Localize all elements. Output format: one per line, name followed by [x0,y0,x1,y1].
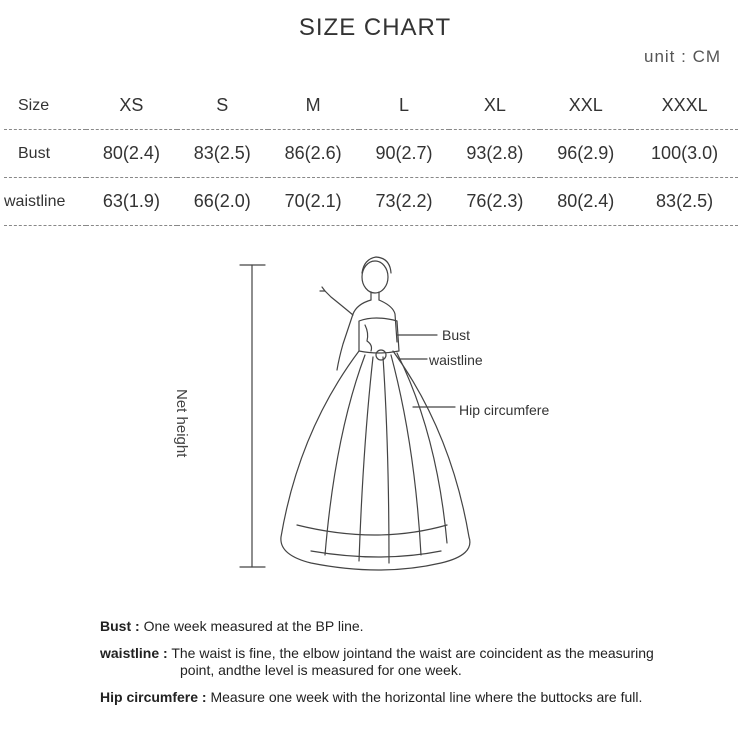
table-cell: 70(2.1) [268,178,359,226]
net-height-label: Net height [173,389,190,458]
header-xxl: XXL [540,82,631,130]
note-text: Measure one week with the horizontal line where the buttocks are full. [210,689,643,705]
table-cell: 90(2.7) [359,130,450,178]
header-l: L [359,82,450,130]
table-cell: 93(2.8) [449,130,540,178]
table-cell: 63(1.9) [86,178,177,226]
note-text-continued: point, andthe level is measured for one week. [180,662,462,678]
header-xxxl: XXXL [631,82,738,130]
table-cell: 83(2.5) [631,178,738,226]
table-cell: 80(2.4) [86,130,177,178]
table-row-waistline [4,178,738,226]
measurement-notes [100,618,720,716]
waistline-label: waistline [429,352,483,368]
unit-label: unit : CM [644,47,722,66]
page-title: SIZE CHART [298,14,452,41]
header-size: Size [4,82,86,130]
note-text: The waist is fine, the elbow jointand the waist are coincident as the measuring [171,645,654,661]
table-cell: 86(2.6) [268,130,359,178]
table-cell: 100(3.0) [631,130,738,178]
table-cell: 66(2.0) [177,178,268,226]
table-cell: 83(2.5) [177,130,268,178]
row-label-bust: Bust [4,130,86,178]
note-hip [100,689,720,706]
bust-label: Bust [442,327,471,343]
note-waistline [100,645,720,679]
table-header-row [4,82,738,130]
row-label-waistline: waistline [4,178,86,226]
dress-illustration [225,255,605,585]
note-term: Hip circumfere : [100,689,207,705]
table-cell: 80(2.4) [540,178,631,226]
table-cell: 73(2.2) [359,178,450,226]
note-term: waistline : [100,645,168,661]
dress-drawing-icon [225,255,605,585]
header-s: S [177,82,268,130]
table-cell: 76(2.3) [449,178,540,226]
note-bust [100,618,720,635]
header-m: M [268,82,359,130]
hip-label: Hip circumfere [459,402,550,418]
size-table [4,82,738,226]
header-xs: XS [86,82,177,130]
table-cell: 96(2.9) [540,130,631,178]
note-text: One week measured at the BP line. [143,618,364,634]
note-term: Bust : [100,618,140,634]
table-row-bust [4,130,738,178]
header-xl: XL [449,82,540,130]
